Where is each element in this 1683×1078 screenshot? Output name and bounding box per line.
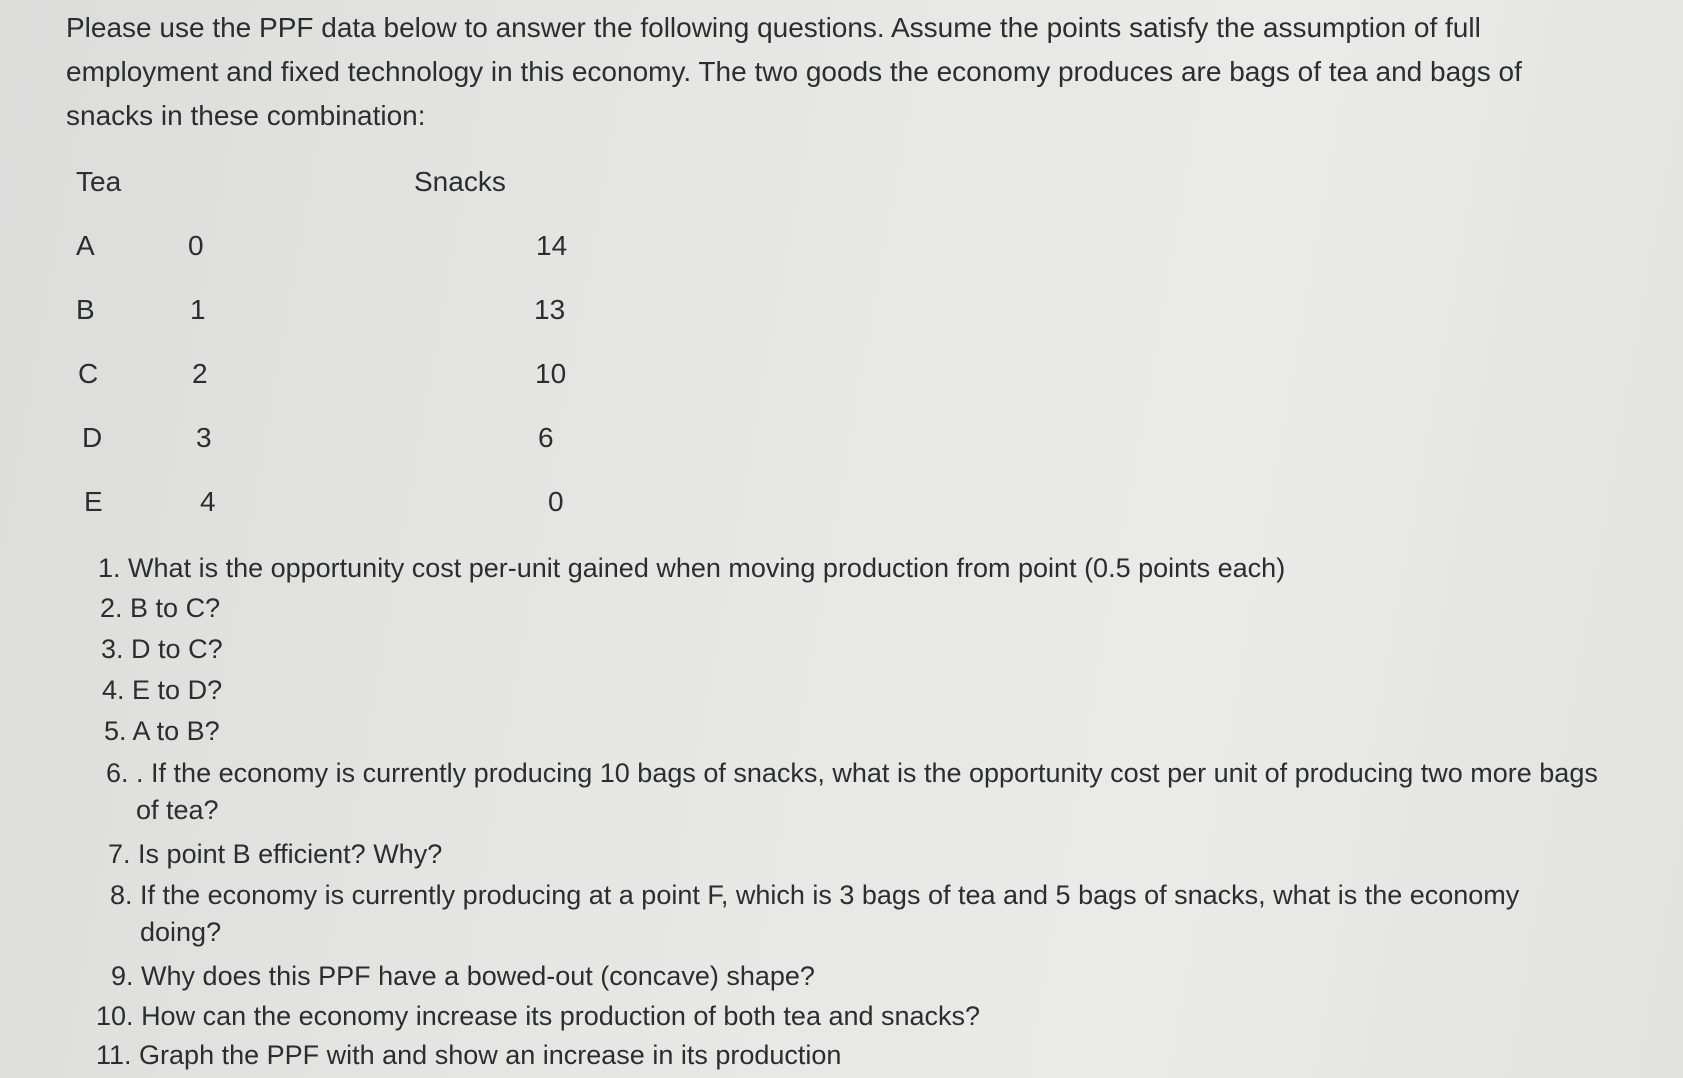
question-text: D to C?: [131, 634, 223, 664]
table-row: [0, 354, 700, 394]
tea-value: 4: [200, 486, 216, 517]
snacks-value: 14: [536, 230, 568, 261]
table-row: [0, 290, 700, 330]
list-item: [111, 958, 1591, 995]
tea-value: 3: [196, 422, 212, 453]
point-label: E: [84, 486, 103, 517]
table-row: [0, 226, 700, 266]
point-label: B: [76, 294, 95, 325]
list-item: [100, 590, 1580, 627]
question-number: 3.: [101, 634, 124, 664]
list-item: [106, 755, 1616, 829]
table-header-tea: Tea: [76, 166, 122, 197]
list-item: [104, 713, 1584, 750]
tea-value: 2: [192, 358, 208, 389]
question-number: 7.: [108, 839, 131, 869]
question-text: Is point B efficient? Why?: [138, 839, 443, 869]
point-label: A: [76, 230, 95, 261]
question-text: B to C?: [130, 593, 221, 623]
list-item: [108, 836, 1588, 873]
question-number: 4.: [102, 675, 125, 705]
question-number: 1.: [98, 553, 121, 583]
list-item: [110, 877, 1580, 951]
question-text: Graph the PPF with and show an increase in its production: [139, 1040, 842, 1070]
table-row: [0, 482, 700, 522]
question-text: Why does this PPF have a bowed-out (concave) shape?: [141, 961, 815, 991]
snacks-value: 0: [548, 486, 564, 517]
list-item: [96, 1037, 1576, 1074]
question-text: What is the opportunity cost per-unit gained when moving production from point (0.5 points each): [128, 553, 1286, 583]
snacks-value: 13: [534, 294, 566, 325]
question-number: 6.: [106, 758, 129, 788]
list-item: [96, 998, 1576, 1035]
list-item: [98, 550, 1578, 587]
question-number: 5.: [104, 716, 127, 746]
tea-value: 1: [190, 294, 206, 325]
table-header-snacks: Snacks: [414, 166, 506, 197]
question-text: . If the economy is currently producing 10 bags of snacks, what is the opportunity cost per unit of producing two more bags of tea?: [136, 758, 1598, 825]
question-text: How can the economy increase its production of both tea and snacks?: [141, 1001, 981, 1031]
question-number: 2.: [100, 593, 123, 623]
question-number: 8.: [110, 880, 133, 910]
list-item: [102, 672, 1582, 709]
list-item: [101, 631, 1581, 668]
question-number: 11.: [96, 1040, 132, 1070]
snacks-value: 6: [538, 422, 554, 453]
point-label: C: [78, 358, 99, 389]
tea-value: 0: [188, 230, 204, 261]
question-text: E to D?: [132, 675, 223, 705]
point-label: D: [82, 422, 103, 453]
table-row: [0, 418, 700, 458]
question-text: A to B?: [132, 716, 220, 746]
question-number: 10.: [96, 1001, 134, 1031]
intro-paragraph: Please use the PPF data below to answer the following questions. Assume the points satisfy the assumption of full employment and fixed technology in this economy. The two goods the economy produces are bags of tea and bags of snacks in these combination:: [66, 12, 1522, 131]
snacks-value: 10: [535, 358, 567, 389]
question-number: 9.: [111, 961, 134, 991]
question-text: If the economy is currently producing at a point F, which is 3 bags of tea and 5 bags of snacks, what is the economy doing?: [140, 880, 1520, 947]
